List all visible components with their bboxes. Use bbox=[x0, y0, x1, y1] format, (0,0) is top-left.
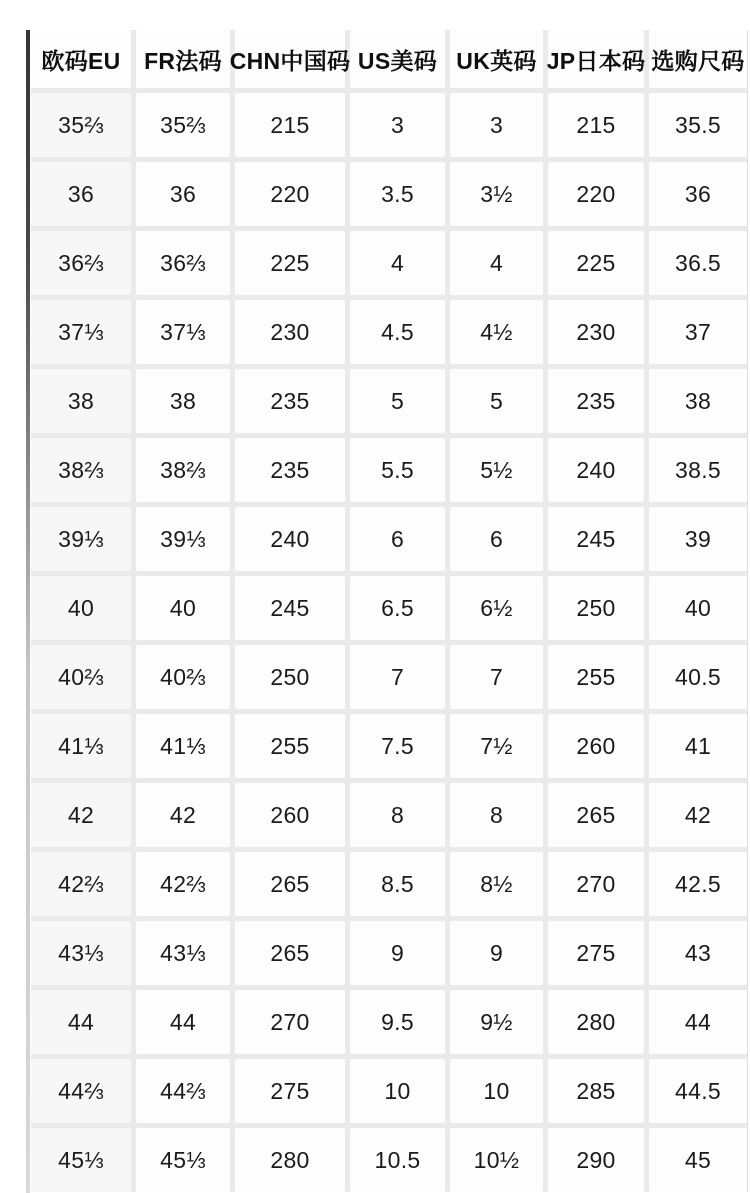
table-cell: 44.5 bbox=[649, 1059, 747, 1123]
table-cell: 37 bbox=[649, 300, 747, 364]
table-cell: 36 bbox=[649, 162, 747, 226]
table-cell: 42 bbox=[31, 783, 131, 847]
table-cell: 3 bbox=[450, 93, 543, 157]
table-cell: 45⅓ bbox=[31, 1128, 131, 1192]
table-cell: 40 bbox=[136, 576, 230, 640]
table-cell: 9 bbox=[450, 921, 543, 985]
table-cell: 3½ bbox=[450, 162, 543, 226]
table-cell: 265 bbox=[235, 921, 345, 985]
table-cell: 42 bbox=[136, 783, 230, 847]
table-cell: 37⅓ bbox=[31, 300, 131, 364]
table-cell: 38.5 bbox=[649, 438, 747, 502]
table-cell: 39⅓ bbox=[136, 507, 230, 571]
table-cell: 275 bbox=[548, 921, 644, 985]
left-edge-line bbox=[26, 30, 30, 1193]
table-cell: 240 bbox=[235, 507, 345, 571]
table-cell: 35⅔ bbox=[136, 93, 230, 157]
table-cell: 8½ bbox=[450, 852, 543, 916]
table-cell: 9 bbox=[350, 921, 445, 985]
header-cell: JP日本码 bbox=[548, 30, 644, 88]
table-cell: 38⅔ bbox=[31, 438, 131, 502]
table-cell: 42 bbox=[649, 783, 747, 847]
table-cell: 270 bbox=[235, 990, 345, 1054]
header-cell: 选购尺码 bbox=[649, 30, 747, 88]
table-cell: 215 bbox=[235, 93, 345, 157]
table-cell: 36⅔ bbox=[136, 231, 230, 295]
table-cell: 225 bbox=[548, 231, 644, 295]
table-cell: 250 bbox=[235, 645, 345, 709]
table-cell: 45 bbox=[649, 1128, 747, 1192]
table-cell: 40 bbox=[649, 576, 747, 640]
table-cell: 40.5 bbox=[649, 645, 747, 709]
table-cell: 39⅓ bbox=[31, 507, 131, 571]
table-cell: 275 bbox=[235, 1059, 345, 1123]
table-cell: 245 bbox=[548, 507, 644, 571]
table-cell: 230 bbox=[548, 300, 644, 364]
table-cell: 42⅔ bbox=[136, 852, 230, 916]
table-cell: 8 bbox=[450, 783, 543, 847]
table-cell: 10 bbox=[450, 1059, 543, 1123]
table-cell: 41 bbox=[649, 714, 747, 778]
table-cell: 38⅔ bbox=[136, 438, 230, 502]
table-cell: 255 bbox=[235, 714, 345, 778]
table-cell: 36.5 bbox=[649, 231, 747, 295]
table-cell: 7½ bbox=[450, 714, 543, 778]
table-cell: 6.5 bbox=[350, 576, 445, 640]
header-cell: UK英码 bbox=[450, 30, 543, 88]
table-cell: 255 bbox=[548, 645, 644, 709]
table-cell: 225 bbox=[235, 231, 345, 295]
table-cell: 36 bbox=[31, 162, 131, 226]
table-cell: 43⅓ bbox=[136, 921, 230, 985]
table-cell: 42.5 bbox=[649, 852, 747, 916]
table-cell: 44⅔ bbox=[31, 1059, 131, 1123]
header-cell: 欧码EU bbox=[31, 30, 131, 88]
table-cell: 5½ bbox=[450, 438, 543, 502]
table-cell: 10 bbox=[350, 1059, 445, 1123]
table-cell: 4 bbox=[450, 231, 543, 295]
shoe-size-conversion-table bbox=[31, 30, 748, 1192]
table-cell: 245 bbox=[235, 576, 345, 640]
table-cell: 285 bbox=[548, 1059, 644, 1123]
table-cell: 220 bbox=[235, 162, 345, 226]
table-cell: 265 bbox=[548, 783, 644, 847]
table-cell: 7 bbox=[350, 645, 445, 709]
table-cell: 260 bbox=[235, 783, 345, 847]
table-cell: 35.5 bbox=[649, 93, 747, 157]
table-cell: 9.5 bbox=[350, 990, 445, 1054]
table-cell: 3 bbox=[350, 93, 445, 157]
table-cell: 4½ bbox=[450, 300, 543, 364]
table-cell: 280 bbox=[235, 1128, 345, 1192]
table-cell: 42⅔ bbox=[31, 852, 131, 916]
table-cell: 8.5 bbox=[350, 852, 445, 916]
table-cell: 280 bbox=[548, 990, 644, 1054]
table-cell: 5.5 bbox=[350, 438, 445, 502]
table-cell: 38 bbox=[649, 369, 747, 433]
table-cell: 250 bbox=[548, 576, 644, 640]
table-cell: 38 bbox=[31, 369, 131, 433]
table-cell: 270 bbox=[548, 852, 644, 916]
table-cell: 43⅓ bbox=[31, 921, 131, 985]
table-cell: 235 bbox=[235, 438, 345, 502]
table-cell: 45⅓ bbox=[136, 1128, 230, 1192]
table-cell: 41⅓ bbox=[136, 714, 230, 778]
table-cell: 8 bbox=[350, 783, 445, 847]
table-cell: 44 bbox=[649, 990, 747, 1054]
table-cell: 9½ bbox=[450, 990, 543, 1054]
table-cell: 3.5 bbox=[350, 162, 445, 226]
table-cell: 230 bbox=[235, 300, 345, 364]
header-cell: CHN中国码 bbox=[235, 30, 345, 88]
table-cell: 40⅔ bbox=[136, 645, 230, 709]
table-cell: 44 bbox=[136, 990, 230, 1054]
table-cell: 39 bbox=[649, 507, 747, 571]
table-cell: 36⅔ bbox=[31, 231, 131, 295]
table-cell: 7.5 bbox=[350, 714, 445, 778]
table-cell: 38 bbox=[136, 369, 230, 433]
table-cell: 5 bbox=[350, 369, 445, 433]
table-cell: 40 bbox=[31, 576, 131, 640]
table-cell: 6½ bbox=[450, 576, 543, 640]
table-cell: 290 bbox=[548, 1128, 644, 1192]
table-cell: 36 bbox=[136, 162, 230, 226]
header-cell: US美码 bbox=[350, 30, 445, 88]
table-cell: 220 bbox=[548, 162, 644, 226]
table-cell: 44 bbox=[31, 990, 131, 1054]
table-cell: 260 bbox=[548, 714, 644, 778]
table-cell: 4 bbox=[350, 231, 445, 295]
table-cell: 240 bbox=[548, 438, 644, 502]
table-cell: 235 bbox=[235, 369, 345, 433]
table-cell: 6 bbox=[450, 507, 543, 571]
table-cell: 5 bbox=[450, 369, 543, 433]
table-cell: 6 bbox=[350, 507, 445, 571]
table-cell: 235 bbox=[548, 369, 644, 433]
table-cell: 40⅔ bbox=[31, 645, 131, 709]
table-cell: 10.5 bbox=[350, 1128, 445, 1192]
table-cell: 265 bbox=[235, 852, 345, 916]
table-cell: 7 bbox=[450, 645, 543, 709]
table-cell: 4.5 bbox=[350, 300, 445, 364]
table-cell: 37⅓ bbox=[136, 300, 230, 364]
table-cell: 10½ bbox=[450, 1128, 543, 1192]
header-cell: FR法码 bbox=[136, 30, 230, 88]
table-cell: 44⅔ bbox=[136, 1059, 230, 1123]
table-cell: 43 bbox=[649, 921, 747, 985]
table-cell: 215 bbox=[548, 93, 644, 157]
table-cell: 41⅓ bbox=[31, 714, 131, 778]
table-cell: 35⅔ bbox=[31, 93, 131, 157]
